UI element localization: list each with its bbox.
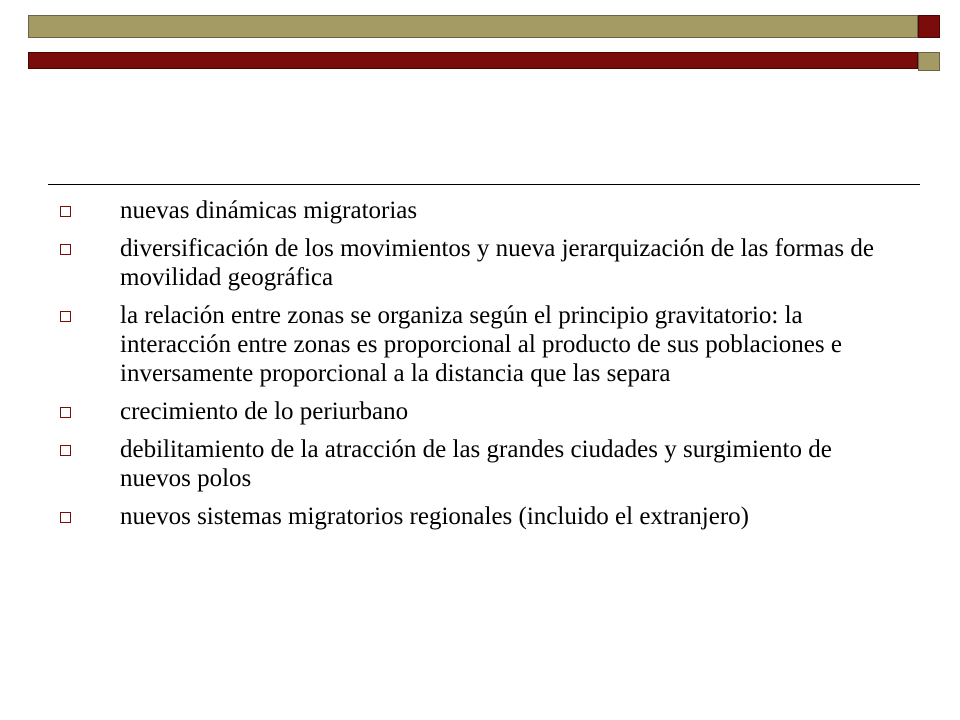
- list-item: [60, 196, 880, 225]
- banner-olive-bar: [28, 15, 918, 38]
- list-item: [60, 301, 880, 388]
- bullet-text: nuevos sistemas migratorios regionales (incluido el extranjero): [120, 503, 749, 530]
- list-item: [60, 435, 880, 493]
- banner-gap: [28, 38, 918, 52]
- bullet-text: crecimiento de lo periurbano: [120, 398, 409, 425]
- bullet-text: debilitamiento de la atracción de las grandes ciudades y surgimiento de nuevos polos: [120, 436, 832, 492]
- header-banner: [28, 15, 940, 56]
- bullet-text: la relación entre zonas se organiza según el principio gravitatorio: la interacción entre zonas es proporcional al producto de sus poblaciones e inversamente proporcional a la distancia que las separa: [120, 302, 842, 387]
- list-item: [60, 234, 880, 292]
- bullet-text: nuevas dinámicas migratorias: [120, 197, 418, 224]
- bullet-list: [60, 196, 880, 540]
- banner-maroon-bar: [28, 52, 918, 69]
- hollow-square-icon: [60, 445, 71, 456]
- banner-olive-square: [918, 52, 940, 71]
- hollow-square-icon: [60, 407, 71, 418]
- hollow-square-icon: [60, 206, 71, 217]
- title-divider: [48, 184, 920, 185]
- hollow-square-icon: [60, 244, 71, 255]
- banner-maroon-square: [918, 15, 940, 38]
- hollow-square-icon: [60, 512, 71, 523]
- bullet-text: diversificación de los movimientos y nueva jerarquización de las formas de movilidad geográfica: [120, 235, 874, 291]
- list-item: [60, 502, 880, 531]
- list-item: [60, 397, 880, 426]
- hollow-square-icon: [60, 311, 71, 322]
